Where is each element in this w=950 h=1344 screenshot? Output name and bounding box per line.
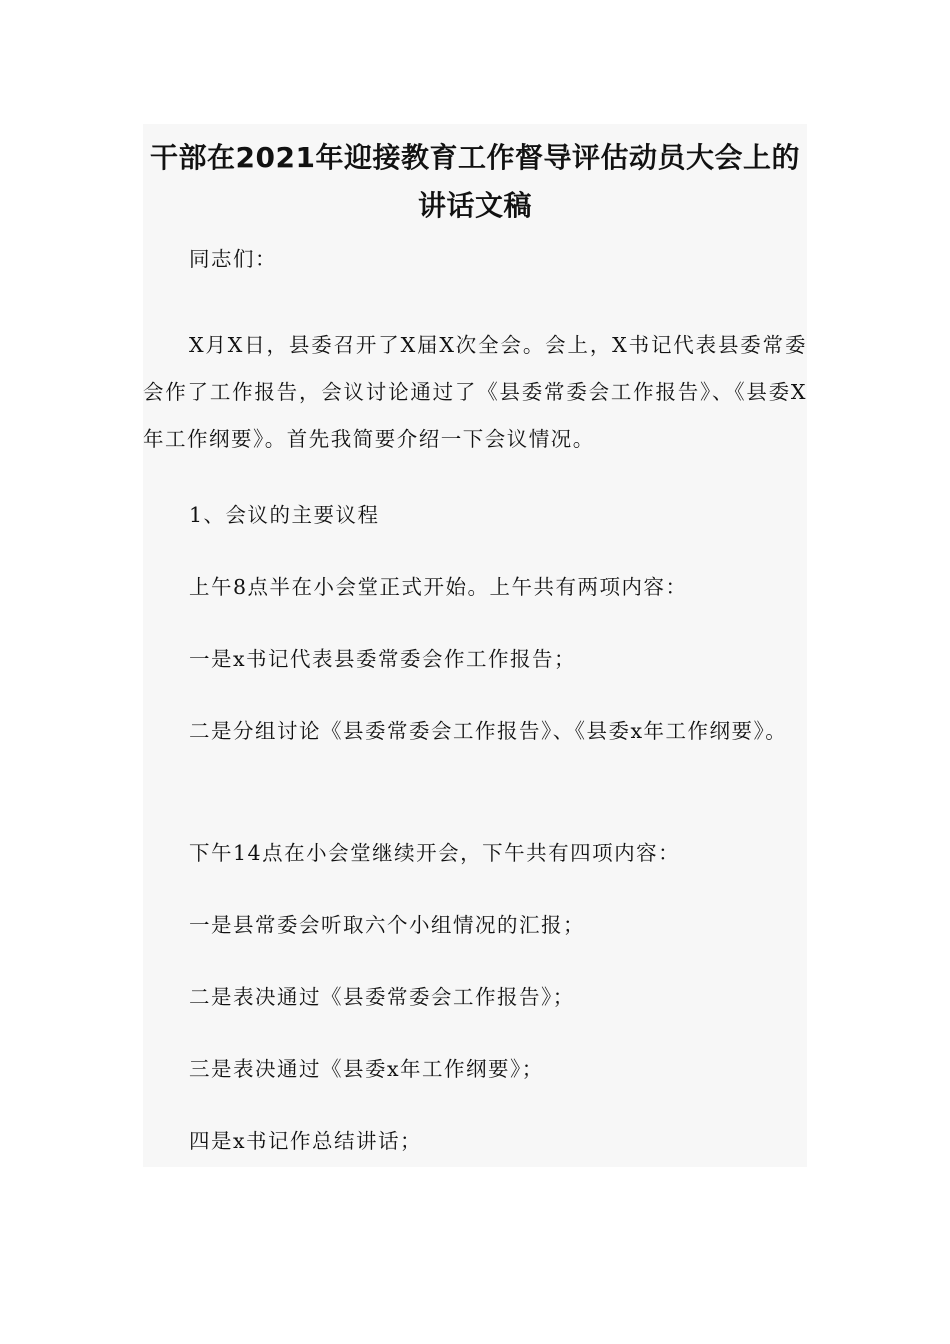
paragraph-meeting-intro: X月X日，县委召开了X届X次全会。会上，X书记代表县委常委会作了工作报告，会议讨论通过了《县委常委会工作报告》、《县委X年工作纲要》。首先我简要介绍一下会议情况。	[143, 333, 807, 451]
title-line-1: 干部在2021年迎接教育工作督导评估动员大会上的	[150, 141, 800, 174]
paragraph-afternoon-item-3: 三是表决通过《县委x年工作纲要》；	[189, 1057, 544, 1081]
paragraph-salutation: 同志们：	[189, 247, 277, 271]
paragraph-morning-item-2: 二是分组讨论《县委常委会工作报告》、《县委x年工作纲要》。	[189, 719, 788, 743]
paragraph-afternoon-item-2: 二是表决通过《县委常委会工作报告》；	[189, 985, 575, 1009]
paragraph-afternoon-session: 下午14点在小会堂继续开会，下午共有四项内容：	[189, 841, 681, 865]
paragraph-afternoon-item-4: 四是x书记作总结讲话；	[189, 1129, 423, 1153]
paragraph-afternoon-item-1: 一是县常委会听取六个小组情况的汇报；	[189, 913, 585, 937]
document-title	[143, 134, 807, 230]
document-page	[143, 124, 807, 1167]
paragraph-morning-item-1: 一是x书记代表县委常委会作工作报告；	[189, 647, 577, 671]
paragraph-agenda-heading: 1、会议的主要议程	[189, 503, 380, 527]
title-line-2: 讲话文稿	[417, 189, 532, 222]
paragraph-morning-session: 上午8点半在小会堂正式开始。上午共有两项内容：	[189, 575, 688, 599]
